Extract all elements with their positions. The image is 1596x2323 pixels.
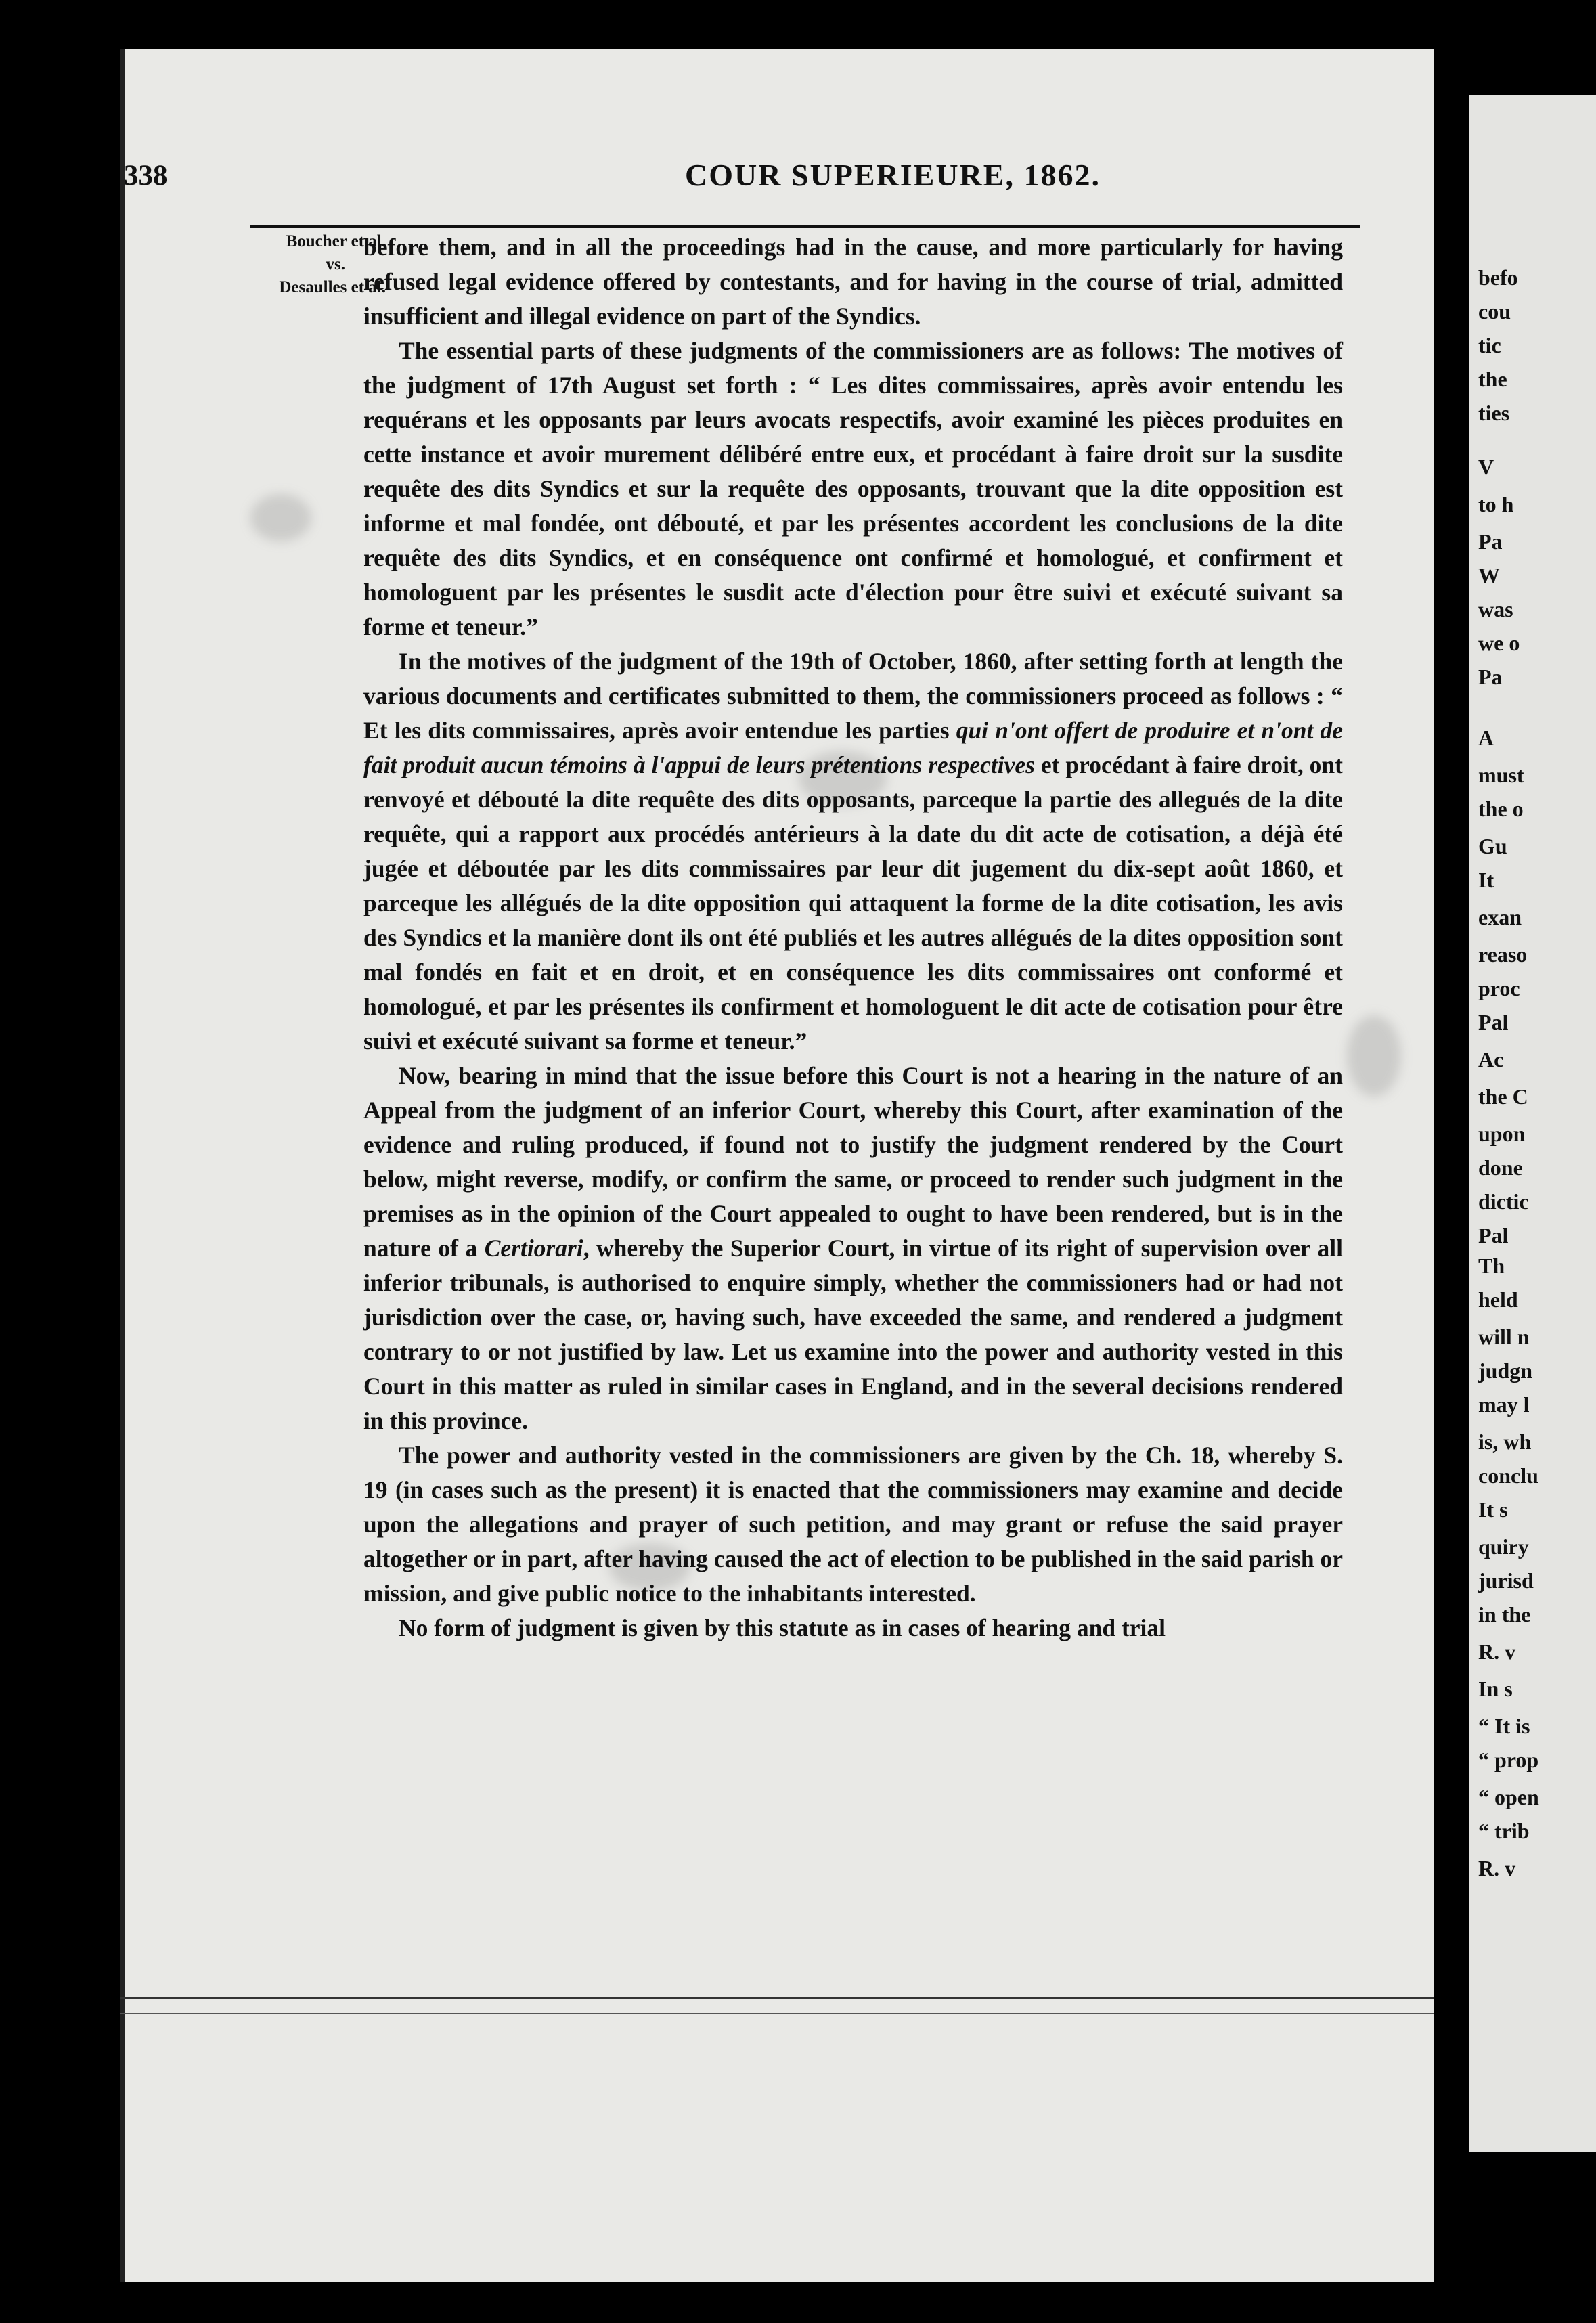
ink-smudge [1347, 1015, 1401, 1097]
right-page-fragment: Th [1478, 1254, 1505, 1278]
paragraph [363, 1059, 1343, 1438]
right-page-fragment: quiry [1478, 1534, 1529, 1559]
right-page-fragment: Pa [1478, 665, 1503, 689]
bottom-rule [120, 1997, 1434, 1999]
right-page-fragment: Pal [1478, 1010, 1509, 1034]
right-page-fragment: held [1478, 1287, 1518, 1312]
page-number: 338 [124, 160, 168, 192]
right-page-fragment: proc [1478, 976, 1520, 1000]
right-page-fragment: W [1478, 563, 1500, 588]
paragraph-text: In the motives of the judgment of the 19th of October, 1860, after setting forth at length the various documents and certificates submitted to them, the commissioners proceed as follows : “ Et les dits commissaires, après avoir entendue les parties [363, 648, 1343, 744]
right-page-fragment: may l [1478, 1392, 1530, 1417]
paragraph-text: Now, bearing in mind that the issue before this Court is not a hearing in the nature of an Appeal from the judgment of an inferior Court, whereby this Court, after examination of the evidence and ruling produced, if found not to justify the judgment rendered by the Court below, might reverse, modify, or confirm the same, or proceed to render such judgment in the premises as in the opinion of the Court appealed to ought to have been rendered, but is in the nature of a [363, 1062, 1343, 1262]
right-page-fragment: R. v [1478, 1639, 1516, 1664]
italic-text: qui n'ont offert de produire et n'ont de fait produit aucun témoins à l'appui de leurs prétentions respectives [363, 717, 1343, 778]
right-page-fragment: R. v [1478, 1856, 1516, 1880]
right-page-fragment: jurisd [1478, 1568, 1534, 1593]
right-page-fragment: Ac [1478, 1047, 1504, 1071]
paragraph-text: et procédant à faire droit, ont renvoyé et débouté la dite requête des dits opposants, parceque la partie des allegués de la dite requête, qui a rapport aux procédés antérieurs à la date du dit acte de cotisation, a déjà été jugée et déboutée par les dits commissaires par leur dit jugement du dix-sept août 1860, et parceque les allégués de la dite opposition qui attaquent la forme de la dite cotisation, les avis des Syndics et la manière dont ils ont été publiés et les autres allégués de la dites opposition sont mal fondés en fait et en droit, et en conséquence les dits commissaires ont conformé et homologué, et par les présentes ils confirment et homologuent le dit acte de cotisation pour être suivi et exécuté suivant sa forme et teneur.” [363, 751, 1343, 1055]
right-page-fragment: dictic [1478, 1189, 1529, 1214]
right-page-fragment: conclu [1478, 1463, 1538, 1488]
paragraph: The essential parts of these judgments of the commissioners are as follows: The motives of the judgment of 17th August set forth : “ Les dites commissaires, après avoir entendu les requérans et les opposants par leurs avocats respectifs, avoir examiné les pièces produites en cette instance et avoir murement délibéré entre eux, et procédant à faire droit sur la susdite requête des dits Syndics et sur la requête des opposants, trouvant que la dite opposition est informe et mal fondée, ont débouté, et par les présentes accordent les conclusions de la dite requête des dits Syndics, et en conséquence ont confirmé et homologué, et confirment et homologuent par les présentes le susdit acte d'élection pour être suivi et exécuté suivant sa forme et teneur.” [363, 337, 1343, 640]
right-page-fragment: we o [1478, 631, 1520, 655]
right-page-fragment: cou [1478, 299, 1511, 324]
right-page-fragment: It [1478, 868, 1494, 892]
right-page-fragment: done [1478, 1155, 1523, 1180]
margin-note-line: Desaulles et al. [279, 278, 386, 296]
paragraph: The power and authority vested in the commissioners are given by the Ch. 18, whereby S. 19 (in cases such as the present) it is enacted that the commissioners may examine and decide upon the allegations and prayer of such petition, and may grant or refuse the said prayer altogether or in part, after having caused the act of election to be published in the said parish or mission, and give public notice to the inhabitants interested. [363, 1442, 1343, 1607]
running-head: COUR SUPERIEURE, 1862. [685, 158, 1101, 192]
header-rule [250, 225, 1360, 228]
paragraph: No form of judgment is given by this statute as in cases of hearing and trial [399, 1614, 1166, 1641]
right-page-edge [1469, 95, 1596, 2152]
body-text [363, 230, 1343, 1645]
italic-text: Certiorari [484, 1235, 583, 1262]
right-page-fragment: A [1478, 726, 1494, 750]
right-page-fragment: must [1478, 763, 1524, 787]
right-page-fragment: in the [1478, 1602, 1531, 1627]
margin-note-line: vs. [326, 255, 345, 273]
right-page-fragment: the o [1478, 797, 1524, 821]
right-page-fragment: will n [1478, 1325, 1530, 1349]
right-page-fragment: to h [1478, 492, 1514, 516]
right-page-fragment: Pa [1478, 529, 1503, 554]
right-page-fragment: the C [1478, 1084, 1528, 1109]
right-page-fragment: Pal [1478, 1223, 1509, 1247]
right-page-fragment: reaso [1478, 942, 1528, 967]
bottom-rule [120, 2013, 1434, 2014]
right-page-fragment: “ open [1478, 1785, 1539, 1809]
right-page-fragment: the [1478, 367, 1507, 391]
paragraph: before them, and in all the proceedings had in the cause, and more particularly for having refused legal evidence offered by contestants, and for having in the course of trial, admitted insufficient and illegal evidence on part of the Syndics. [363, 234, 1343, 330]
right-page-fragment: was [1478, 597, 1513, 621]
right-page-fragment: Gu [1478, 834, 1507, 858]
right-page-fragment: is, wh [1478, 1430, 1532, 1454]
right-page-fragment: befo [1478, 265, 1518, 290]
ink-smudge [250, 494, 311, 541]
right-page-fragment: ties [1478, 401, 1510, 425]
right-page-fragment: In s [1478, 1677, 1513, 1701]
right-page-fragment: “ trib [1478, 1819, 1530, 1843]
right-page-fragment: exan [1478, 905, 1522, 929]
right-page-fragment: It s [1478, 1497, 1508, 1522]
paragraph [363, 644, 1343, 1059]
right-page-fragment: judgn [1478, 1358, 1533, 1383]
right-page-fragment: “ It is [1478, 1714, 1530, 1738]
right-page-fragment: upon [1478, 1122, 1526, 1146]
right-page-fragment: tic [1478, 333, 1501, 357]
right-page-fragment: “ prop [1478, 1748, 1539, 1772]
margin-note-line: Boucher et al. [286, 232, 386, 250]
paragraph-text: , whereby the Superior Court, in virtue of its right of supervision over all inferior tribunals, is authorised to enquire simply, whether the commissioners had or had not jurisdiction over the case, or, having such, have exceeded the same, and rendered a judgment contrary to or not justified by law. Let us examine into the power and authority vested in this Court in this matter as ruled in similar cases in England, and in the several decisions rendered in this province. [363, 1235, 1343, 1434]
right-page-fragment: V [1478, 455, 1494, 479]
